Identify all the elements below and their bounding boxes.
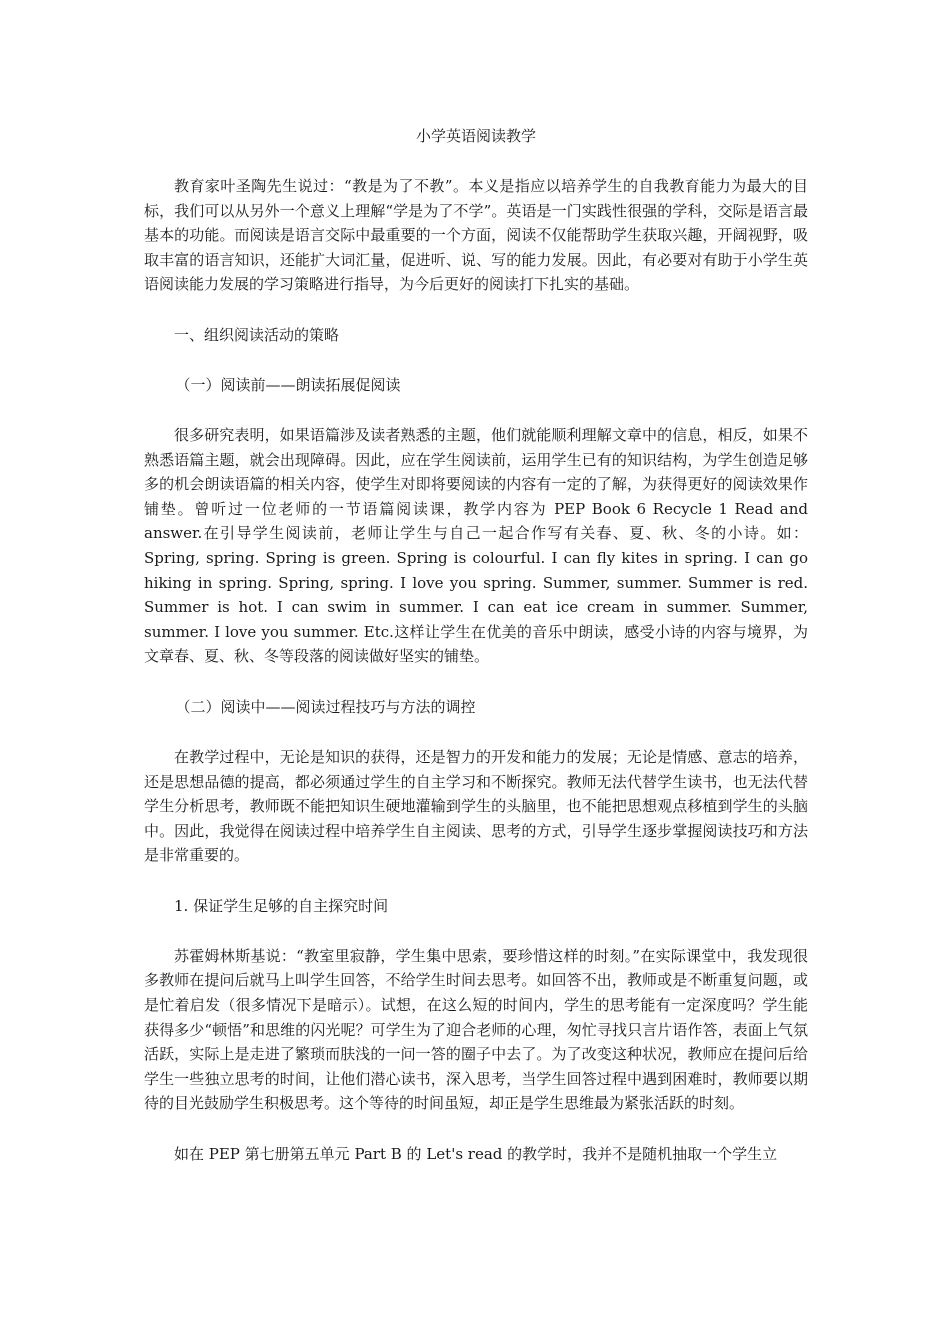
document-body (144, 124, 808, 1167)
section-heading-1: 一、组织阅读活动的策略 (174, 325, 340, 344)
intro-paragraph: 教育家叶圣陶先生说过：“教是为了不教”。本义是指应以培养学生的自我教育能力为最大的目标，我们可以从另外一个意义上理解“学是为了不学”。英语是一门实践性很强的学科，交际是语言最基本的功能。而阅读是语言交际中最重要的一个方面，阅读不仅能帮助学生获取兴趣，开阔视野，吸取丰富的语言知识，还能扩大词汇量，促进听、说、写的能力发展。因此，有必要对有助于小学生英语阅读能力发展的学习策略进行指导，为今后更好的阅读打下扎实的基础。 (144, 177, 808, 294)
subsection-heading-1: （一）阅读前——朗读拓展促阅读 (175, 375, 401, 394)
continued-paragraph: 如在 PEP 第七册第五单元 Part B 的 Let's read 的教学时，我并不是随机抽取一个学生立 (174, 1145, 778, 1164)
point-heading-1: 1. 保证学生足够的自主探究时间 (174, 896, 389, 915)
document-title: 小学英语阅读教学 (415, 127, 536, 145)
subsection-paragraph-1: 很多研究表明，如果语篇涉及读者熟悉的主题，他们就能顺利理解文章中的信息，相反，如果不熟悉语篇主题，就会出现障碍。因此，应在学生阅读前，运用学生已有的知识结构，为学生创造足够多的机会朗读语篇的相关内容，使学生对即将要阅读的内容有一定的了解，为获得更好的阅读效果作铺垫。曾听过一位老师的一节语篇阅读课，教学内容为 PEP Book 6 Recycle 1 Read and answer.在引导学生阅读前，老师让学生与自己一起合作写有关春、夏、秋、冬的小诗。如： Spring, spring. Spring is green. Spring is colourful. I can fly kites in spring. I can go hiking in spring. Spring, spring. I love you spring. Summer, summer. Summer is red. Summer is hot. I can swim in summer. I can eat ice cream in summer. Summer, summer. I love you summer. Etc.这样让学生在优美的音乐中朗读，感受小诗的内容与境界，为文章春、夏、秋、冬等段落的阅读做好坚实的铺垫。 (144, 425, 808, 666)
point-paragraph-1: 苏霍姆林斯基说：“教室里寂静，学生集中思索，要珍惜这样的时刻。”在实际课堂中，我发现很多教师在提问后就马上叫学生回答，不给学生时间去思考。如回答不出，教师或是不断重复问题，或是忙着启发（很多情况下是暗示）。试想，在这么短的时间内，学生的思考能有一定深度吗？学生能获得多少“顿悟”和思维的闪光呢？可学生为了迎合老师的心理，匆忙寻找只言片语作答，表面上气氛活跃，实际上是走进了繁琐而肤浅的一问一答的圈子中去了。为了改变这种状况，教师应在提问后给学生一些独立思考的时间，让他们潜心读书，深入思考，当学生回答过程中遇到困难时，教师要以期待的目光鼓励学生积极思考。这个等待的时间虽短，却正是学生思维最为紧张活跃的时刻。 (144, 946, 808, 1113)
subsection-heading-2: （二）阅读中——阅读过程技巧与方法的调控 (175, 697, 476, 716)
subsection-paragraph-2: 在教学过程中，无论是知识的获得，还是智力的开发和能力的发展；无论是情感、意志的培养，还是思想品德的提高，都必须通过学生的自主学习和不断探究。教师无法代替学生读书，也无法代替学生分析思考，教师既不能把知识生硬地灌输到学生的头脑里，也不能把思想观点移植到学生的头脑中。因此，我觉得在阅读过程中培养学生自主阅读、思考的方式，引导学生逐步掌握阅读技巧和方法是非常重要的。 (144, 747, 808, 865)
